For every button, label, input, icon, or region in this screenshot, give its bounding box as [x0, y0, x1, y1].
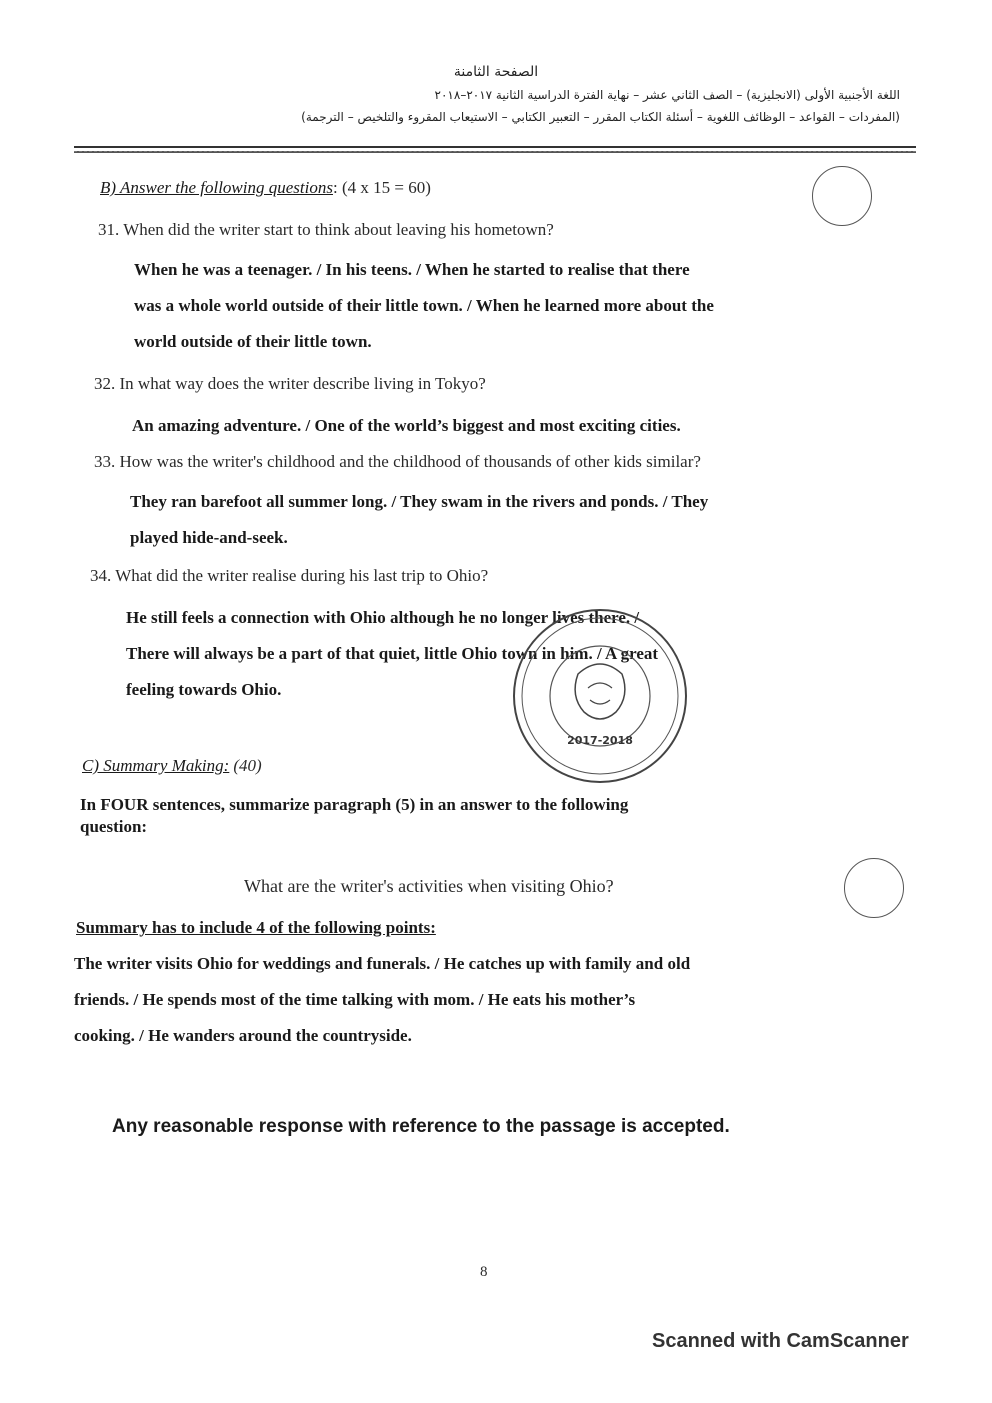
answer-31 — [134, 252, 714, 360]
instruction-line: question: — [80, 817, 148, 836]
answer-33 — [130, 484, 708, 556]
score-circle-c — [844, 858, 904, 918]
section-c-title: C) Summary Making: — [82, 756, 230, 775]
answer-line: feeling towards Ohio. — [126, 680, 282, 699]
topics-line-arabic: (المفردات – القواعد – الوظائف اللغوية – أسئلة الكتاب المقرر – التعبير الكتابي – الاستيعاب المقروء والتلخيص – الترجمة) — [301, 110, 900, 124]
page-title-arabic: الصفحة الثامنة — [453, 64, 539, 80]
section-b-heading — [100, 178, 431, 198]
summary-question: What are the writer's activities when visiting Ohio? — [244, 876, 614, 896]
summary-instruction — [80, 794, 628, 838]
question-31 — [98, 220, 554, 240]
page-number: 8 — [480, 1264, 488, 1280]
score-circle-b — [812, 166, 872, 226]
question-number: 34. — [90, 566, 112, 585]
section-c-marks: (40) — [233, 756, 262, 775]
summary-line: The writer visits Ohio for weddings and funerals. / He catches up with family and old — [74, 954, 691, 973]
answer-32 — [132, 408, 681, 444]
question-number: 31. — [98, 220, 120, 239]
answer-line: He still feels a connection with Ohio although he no longer lives there. / — [126, 608, 640, 627]
subject-line-arabic: اللغة الأجنبية الأولى (الانجليزية) – الصف الثاني عشر – نهاية الفترة الدراسية الثانية ٢٠١٧–٢٠١٨ — [434, 88, 900, 102]
instruction-line: In FOUR sentences, summarize paragraph (5) in an answer to the following — [80, 795, 629, 814]
question-34 — [90, 566, 488, 586]
section-b-title: B) Answer the following questions — [100, 178, 333, 197]
summary-heading: Summary has to include 4 of the following points: — [76, 918, 436, 937]
stamp-year: 2017-2018 — [567, 734, 633, 747]
section-b-marks: : (4 x 15 = 60) — [332, 178, 431, 197]
camscanner-watermark: Scanned with CamScanner — [652, 1330, 909, 1352]
question-number: 33. — [94, 452, 116, 471]
header-divider — [74, 146, 916, 148]
ministry-stamp-seal — [508, 604, 692, 788]
marking-note: Any reasonable response with reference to the passage is accepted. — [112, 1116, 730, 1137]
answer-line: played hide-and-seek. — [130, 528, 288, 547]
question-text: When did the writer start to think about leaving his hometown? — [123, 220, 554, 239]
summary-line: friends. / He spends most of the time talking with mom. / He eats his mother’s — [74, 990, 636, 1009]
question-33 — [94, 452, 701, 472]
answer-line: world outside of their little town. — [134, 332, 372, 351]
question-text: What did the writer realise during his last trip to Ohio? — [115, 566, 489, 585]
answer-line: When he was a teenager. / In his teens. / When he started to realise that there — [134, 260, 690, 279]
question-number: 32. — [94, 374, 116, 393]
summary-line: cooking. / He wanders around the countryside. — [74, 1026, 412, 1045]
question-text: In what way does the writer describe living in Tokyo? — [119, 374, 486, 393]
header-divider-dashed — [74, 151, 916, 153]
question-text: How was the writer's childhood and the childhood of thousands of other kids similar? — [119, 452, 701, 471]
answer-line: There will always be a part of that quiet, little Ohio town in him. / A great — [126, 644, 659, 663]
question-32 — [94, 374, 486, 394]
answer-line: They ran barefoot all summer long. / They swam in the rivers and ponds. / They — [130, 492, 709, 511]
summary-points — [74, 946, 690, 1054]
answer-line: An amazing adventure. / One of the world’s biggest and most exciting cities. — [132, 416, 681, 435]
section-c-heading — [82, 756, 262, 776]
answer-line: was a whole world outside of their little town. / When he learned more about the — [134, 296, 714, 315]
